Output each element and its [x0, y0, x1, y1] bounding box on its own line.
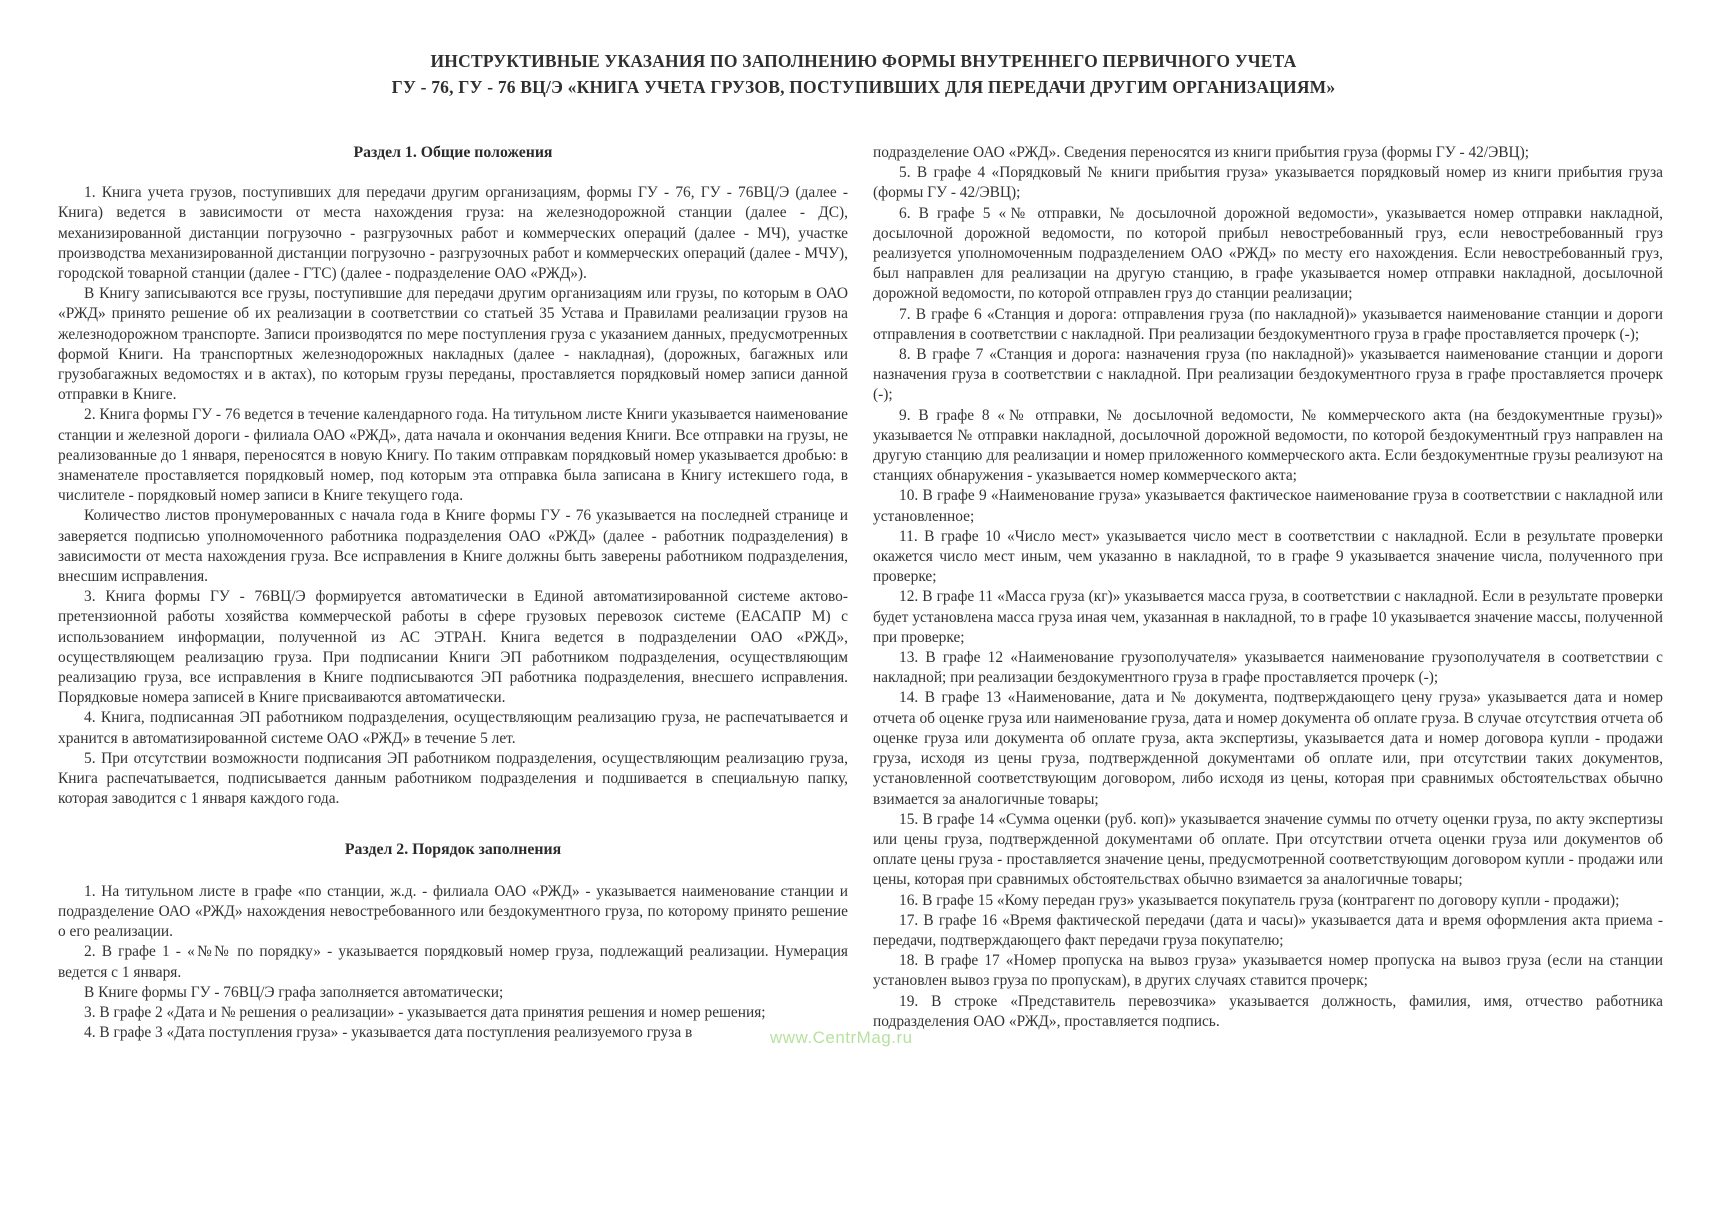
- right-paragraph: 5. В графе 4 «Порядковый № книги прибытия груза» указывается порядковый номер из книги прибытия груза (формы ГУ - 42/ЭВЦ);: [873, 164, 1663, 202]
- section-2-paragraph: 2. В графе 1 - «№№ по порядку» - указывается порядковый номер груза, подлежащий реализации. Нумерация ведется с 1 января.: [58, 943, 848, 981]
- right-paragraph: 15. В графе 14 «Сумма оценки (руб. коп)» указывается значение суммы по отчету оценки груза, по акту экспертизы или цены груза, подтвержденной документами об оплате. При отсутствии отчета оценки груза или документов об оплате цены груза - проставляется значение цены, предусмотренной соответствующим договором купли - продажи или цены, которая при сравнимых обстоятельствах обычно взимается за аналогичные товары;: [873, 810, 1663, 889]
- right-paragraph: 19. В строке «Представитель перевозчика» указывается должность, фамилия, имя, отчество работника подразделения ОАО «РЖД», проставляется подпись.: [873, 992, 1663, 1030]
- section-1-paragraph: 5. При отсутствии возможности подписания ЭП работником подразделения, осуществляющим реализацию груза, Книга распечатывается, подписывается данным работником подразделения и подшивается в специальную папку, которая заводится с 1 января каждого года.: [58, 749, 848, 808]
- section-1-paragraph: 1. Книга учета грузов, поступивших для передачи другим организациям, формы ГУ - 76, ГУ - 76ВЦ/Э (далее - Книга) ведется в зависимости от места нахождения груза: на железнодорожной станции (далее - ДС), механизированной дистанции погрузочно - разгрузочных работ и коммерческих операций (далее - МЧ), участке производства механизированной дистанции погрузочно - разгрузочных работ и коммерческих операций (далее - МЧУ), городской товарной станции (далее - ГТС) (далее - подразделение ОАО «РЖД»).: [58, 184, 848, 283]
- right-paragraph: 11. В графе 10 «Число мест» указывается число мест в соответствии с накладной. Если в результате проверки окажется число мест иным, чем указанно в накладной, то в графе 9 указывается значение числа, полученного при проверке;: [873, 527, 1663, 586]
- left-column: [58, 143, 848, 1043]
- right-paragraph: 8. В графе 7 «Станция и дорога: назначения груза (по накладной)» указывается наименование станции и дороги назначения груза в соответствии с накладной. При реализации бездокументного груза в графе проставляется прочерк (-);: [873, 346, 1663, 404]
- section-1-paragraph: 4. Книга, подписанная ЭП работником подразделения, осуществляющим реализацию груза, не распечатывается и хранится в автоматизированной системе ОАО «РЖД» в течение 5 лет.: [58, 709, 848, 747]
- section-2-paragraph: В Книге формы ГУ - 76ВЦ/Э графа заполняется автоматически;: [84, 983, 504, 1001]
- title-line-1: ИНСТРУКТИВНЫЕ УКАЗАНИЯ ПО ЗАПОЛНЕНИЮ ФОРМЫ ВНУТРЕННЕГО ПЕРВИЧНОГО УЧЕТА: [430, 51, 1297, 71]
- right-paragraph: 13. В графе 12 «Наименование грузополучателя» указывается наименование грузополучателя в соответствии с накладной; при реализации бездокументного груза в графе проставляется прочерк (-);: [873, 649, 1663, 687]
- section-1-paragraph: 3. Книга формы ГУ - 76ВЦ/Э формируется автоматически в Единой автоматизированной системе актово-претензионной работы хозяйства коммерческой работы в сфере грузовых перевозок системе (ЕАСАПР М) с использованием информации, полученной из АС ЭТРАН. Книга ведется в подразделении ОАО «РЖД», осуществляющем реализацию груза. При подписании Книги ЭП работником подразделения, осуществляющим реализацию груза, все исправления в Книге подписываются ЭП работника подразделения, внесшего исправления. Порядковые номера записей в Книге присваиваются автоматически.: [58, 588, 848, 707]
- document-title: [0, 48, 1727, 100]
- title-line-2: ГУ - 76, ГУ - 76 ВЦ/Э «КНИГА УЧЕТА ГРУЗОВ, ПОСТУПИВШИХ ДЛЯ ПЕРЕДАЧИ ДРУГИМ ОРГАНИЗАЦИЯМ»: [391, 77, 1336, 97]
- section-1-paragraph: Количество листов пронумерованных с начала года в Книге формы ГУ - 76 указывается на последней странице и заверяется подписью уполномоченного работника подразделения ОАО «РЖД» (далее - работник подразделения) в зависимости от места нахождения груза. Все исправления в Книге должны быть заверены работником подразделения, внесшим исправления.: [58, 507, 848, 586]
- right-paragraph: 6. В графе 5 «№ отправки, № досылочной дорожной ведомости», указывается номер отправки накладной, досылочной дорожной ведомости, по которой прибыл невостребованный груз, если невостребованный груз реализуется уполномоченным подразделением ОАО «РЖД» по месту его нахождения. Если невостребованный груз, был направлен для реализации на другую станцию, в графе указывается номер отправки накладной, досылочной дорожной ведомости, по которой отправлен груз до станции реализации;: [873, 204, 1663, 303]
- section-2-paragraph: 4. В графе 3 «Дата поступления груза» - указывается дата поступления реализуемого груза в: [84, 1024, 693, 1042]
- right-paragraph: 14. В графе 13 «Наименование, дата и № документа, подтверждающего цену груза» указывается дата и номер отчета об оценке груза или наименование груза, дата и номер документа об оплате груза. В случае отсутствия отчета об оценке груза или документа об оплате груза, акта экспертизы, указывается дата и номер договора купли - продажи груза, исходя из цены груза, подтвержденной документами об оплате или, при отсутствии таких документов, установленной соответствующим договором, либо исходя из цены, которая при сравнимых обстоятельствах обычно взимается за аналогичные товары;: [873, 689, 1663, 808]
- right-paragraph: 18. В графе 17 «Номер пропуска на вывоз груза» указывается номер пропуска на вывоз груза (если на станции установлен вывоз груза по пропускам), в других случаях ставится прочерк;: [873, 952, 1663, 990]
- right-paragraph: 7. В графе 6 «Станция и дорога: отправления груза (по накладной)» указывается наименование станции и дороги отправления в соответствии с накладной. При реализации бездокументного груза в графе проставляется прочерк (-);: [873, 305, 1663, 343]
- watermark: www.CentrMag.ru: [770, 1028, 913, 1047]
- right-paragraph: 9. В графе 8 «№ отправки, № досылочной ведомости, № коммерческого акта (на бездокументные грузы)» указывается № отправки накладной, досылочной дорожной ведомости, по которой бездокументный груз направлен на другую станцию для реализации и номер приложенного коммерческого акта. Если бездокументные грузы реализуют на станциях обнаружения - указывается номер коммерческого акта;: [873, 406, 1663, 485]
- right-column: [873, 143, 1663, 1032]
- right-paragraph: 17. В графе 16 «Время фактической передачи (дата и часы)» указывается дата и время оформления акта приема - передачи, подтверждающего факт передачи груза покупателю;: [873, 911, 1663, 949]
- section-2-paragraph: 1. На титульном листе в графе «по станции, ж.д. - филиала ОАО «РЖД» - указывается наименование станции и подразделение ОАО «РЖД» нахождения невостребованного или бездокументного груза, по которому принято решение о его реализации.: [58, 882, 848, 941]
- section-2-heading: Раздел 2. Порядок заполнения: [344, 840, 562, 858]
- right-paragraph: подразделение ОАО «РЖД». Сведения переносятся из книги прибытия груза (формы ГУ - 42/ЭВЦ);: [873, 144, 1530, 161]
- right-paragraph: 10. В графе 9 «Наименование груза» указывается фактическое наименование груза в соответствии с накладной или установленное;: [873, 487, 1663, 525]
- section-2-paragraph: 3. В графе 2 «Дата и № решения о реализации» - указывается дата принятия решения и номер решения;: [84, 1003, 766, 1021]
- right-paragraph: 12. В графе 11 «Масса груза (кг)» указывается масса груза, в соответствии с накладной. Если в результате проверки будет установлена масса груза иная чем, указанная в накладной, то в графе 10 указывается значение массы, полученной при проверке;: [873, 588, 1663, 646]
- section-1-heading: Раздел 1. Общие положения: [353, 144, 553, 161]
- section-1-paragraph: 2. Книга формы ГУ - 76 ведется в течение календарного года. На титульном листе Книги указывается наименование станции и железной дороги - филиала ОАО «РЖД», дата начала и окончания ведения Книги. Все отправки на грузы, не реализованные до 1 января, переносятся в новую Книгу. По таким отправкам порядковый номер указывается дробью: в знаменателе проставляется порядковый номер, под которым эта отправка была записана в Книгу истекшего года, в числителе - порядковый номер записи в Книге текущего года.: [58, 406, 848, 505]
- right-paragraph: 16. В графе 15 «Кому передан груз» указывается покупатель груза (контрагент по договору купли - продажи);: [899, 891, 1620, 909]
- section-1-paragraph: В Книгу записываются все грузы, поступившие для передачи другим организациям или грузы, по которым в ОАО «РЖД» принято решение об их реализации в соответствии со статьей 35 Устава и Правилами реализации грузов на железнодорожном транспорте. Записи производятся по мере поступления груза с указанием данных, предусмотренных формой Книги. На транспортных железнодорожных накладных (далее - накладная), (дорожных, багажных или грузобагажных ведомостях и в актах), по которым грузы переданы, проставляется порядковый номер записи данной отправки в Книге.: [58, 285, 848, 404]
